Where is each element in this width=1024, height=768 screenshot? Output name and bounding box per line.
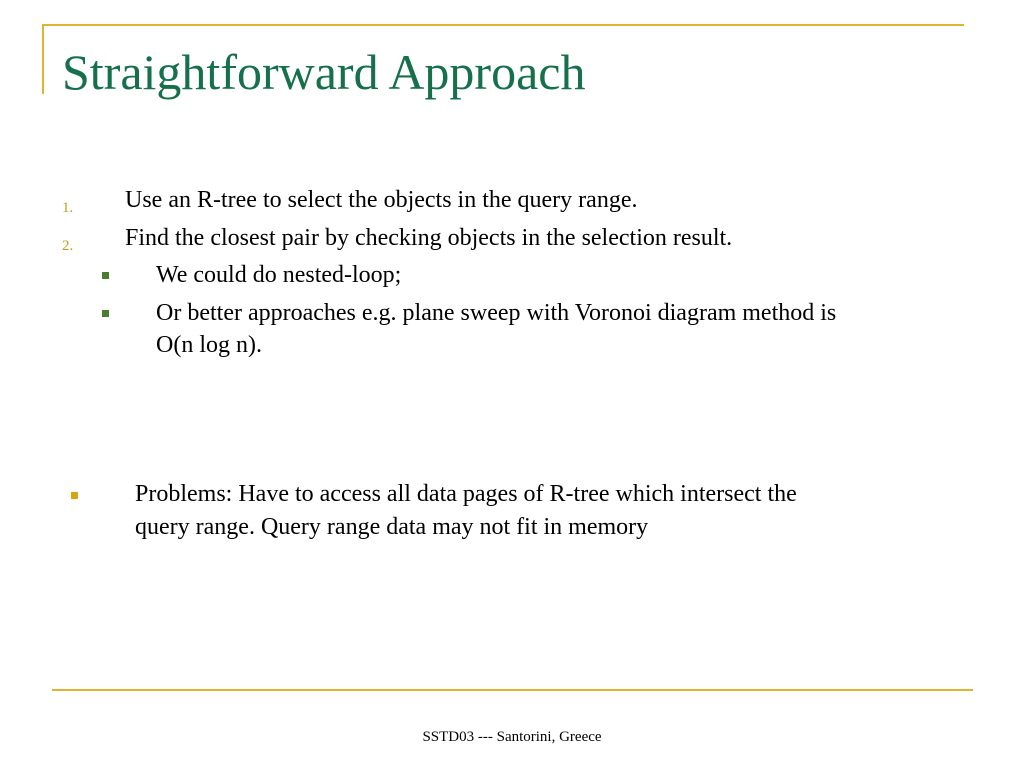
- sub-bullet-2-line-2: O(n log n).: [156, 332, 262, 358]
- left-rule: [42, 24, 44, 94]
- slide-footer: SSTD03 --- Santorini, Greece: [422, 729, 602, 745]
- step-2-text: Find the closest pair by checking objects in the selection result.: [125, 225, 733, 251]
- problem-line-2: query range. Query range data may not fit in memory: [135, 514, 649, 540]
- problem-bullet-marker: [71, 492, 78, 499]
- top-rule: [42, 24, 964, 26]
- step-2-number: 2.: [62, 238, 74, 254]
- sub-bullet-2-line-1: Or better approaches e.g. plane sweep with Voronoi diagram method is: [156, 300, 837, 326]
- problem-line-1: Problems: Have to access all data pages of R-tree which intersect the: [135, 481, 797, 507]
- sub-bullet-1-text: We could do nested-loop;: [156, 262, 402, 288]
- step-1-text: Use an R-tree to select the objects in the query range.: [125, 187, 638, 213]
- slide-title: Straightforward Approach: [62, 44, 586, 100]
- sub-bullet-1-marker: [102, 272, 109, 279]
- sub-bullet-2-marker: [102, 310, 109, 317]
- bottom-rule: [52, 689, 973, 691]
- step-1-number: 1.: [62, 200, 74, 216]
